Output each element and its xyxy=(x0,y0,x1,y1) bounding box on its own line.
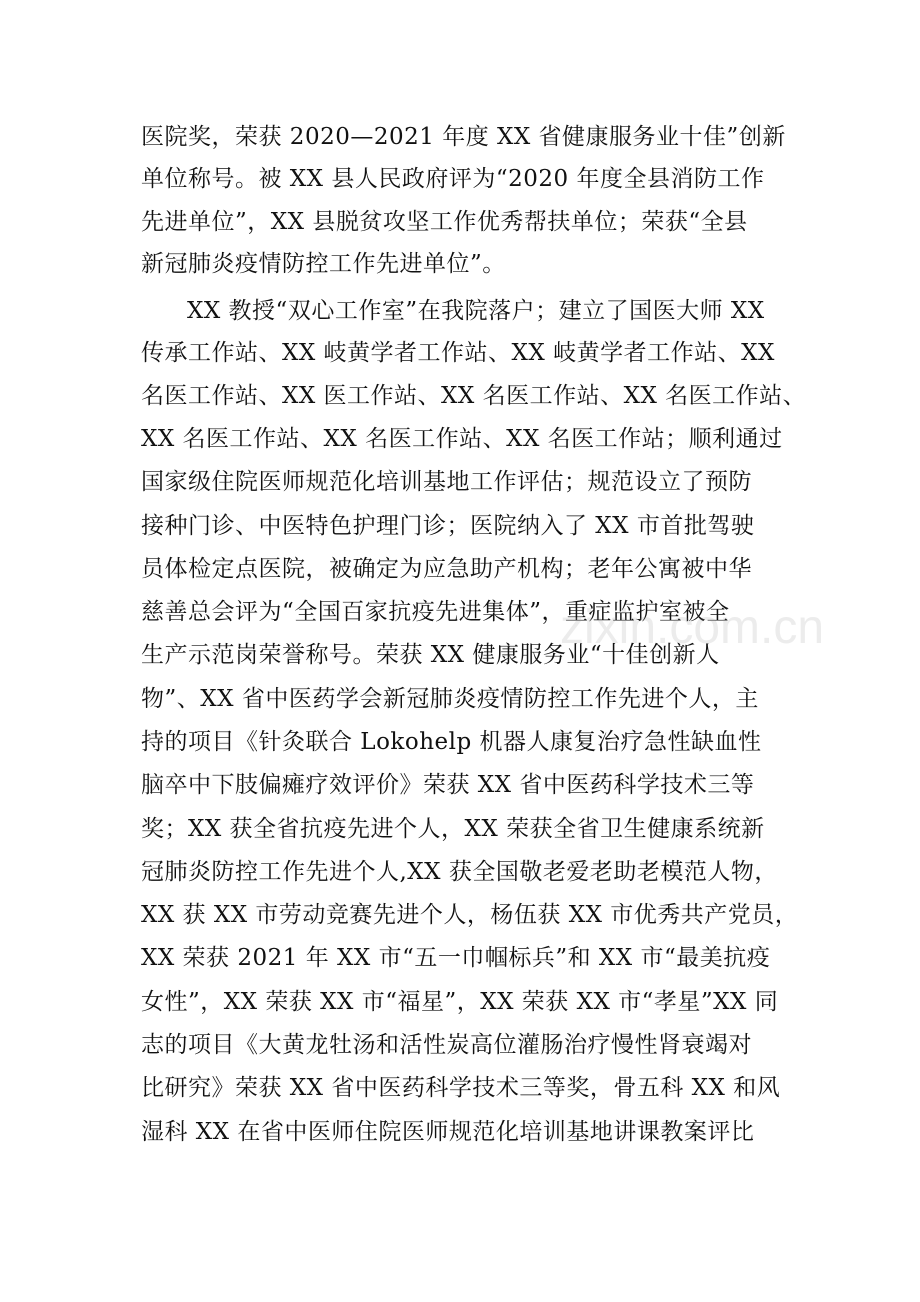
text-line: 脑卒中下肢偏瘫疗效评价》荣获 XX 省中医药科学技术三等 xyxy=(141,772,755,798)
text-line: XX 荣获 2021 年 XX 市“五一巾帼标兵”和 XX 市“最美抗疫 xyxy=(141,945,771,971)
text-line: 比研究》荣获 XX 省中医药科学技术三等奖，骨五科 XX 和风 xyxy=(141,1075,781,1101)
text-line: 先进单位”，XX 县脱贫攻坚工作优秀帮扶单位；荣获“全县 xyxy=(141,209,748,235)
text-line: 传承工作站、XX 岐黄学者工作站、XX 岐黄学者工作站、XX xyxy=(141,340,775,366)
text-line: 单位称号。被 XX 县人民政府评为“2020 年度全县消防工作 xyxy=(141,166,765,192)
text-line: 新冠肺炎疫情防控工作先进单位”。 xyxy=(141,251,506,277)
text-line: 湿科 XX 在省中医师住院医师规范化培训基地讲课教案评比 xyxy=(141,1119,755,1145)
text-line: 志的项目《大黄龙牡汤和活性炭高位灌肠治疗慢性肾衰竭对 xyxy=(141,1032,752,1058)
text-line: 医院奖，荣获 2020—2021 年度 XX 省健康服务业十佳”创新 xyxy=(141,124,786,150)
text-line: XX 名医工作站、XX 名医工作站、XX 名医工作站；顺利通过 xyxy=(141,426,783,452)
text-line: 物”、XX 省中医药学会新冠肺炎疫情防控工作先进个人，主 xyxy=(141,686,759,712)
text-line: 名医工作站、XX 医工作站、XX 名医工作站、XX 名医工作站、 xyxy=(141,383,807,409)
text-line: 持的项目《针灸联合 Lokohelp 机器人康复治疗急性缺血性 xyxy=(141,729,762,755)
text-line: 冠肺炎防控工作先进个人,XX 获全国敬老爱老助老模范人物， xyxy=(141,859,778,885)
text-line: 奖；XX 获全省抗疫先进个人，XX 荣获全省卫生健康系统新 xyxy=(141,816,765,842)
text-line: XX 获 XX 市劳动竞赛先进个人，杨伍获 XX 市优秀共产党员， xyxy=(141,902,799,928)
paragraph-first-line: XX 教授“双心工作室”在我院落户；建立了国医大师 XX xyxy=(187,298,765,324)
text-line: 慈善总会评为“全国百家抗疫先进集体”，重症监护室被全 xyxy=(141,599,730,625)
text-line: 国家级住院医师规范化培训基地工作评估；规范设立了预防 xyxy=(141,469,752,495)
watermark: zixin.com.cn xyxy=(560,601,825,654)
text-line: 接种门诊、中医特色护理门诊；医院纳入了 XX 市首批驾驶 xyxy=(141,513,755,539)
text-line: 女性”，XX 荣获 XX 市“福星”，XX 荣获 XX 市“孝星”XX 同 xyxy=(141,989,779,1015)
text-line: 生产示范岗荣誉称号。荣获 XX 健康服务业“十佳创新人 xyxy=(141,642,720,668)
text-line: 员体检定点医院，被确定为应急助产机构；老年公寓被中华 xyxy=(141,556,752,582)
